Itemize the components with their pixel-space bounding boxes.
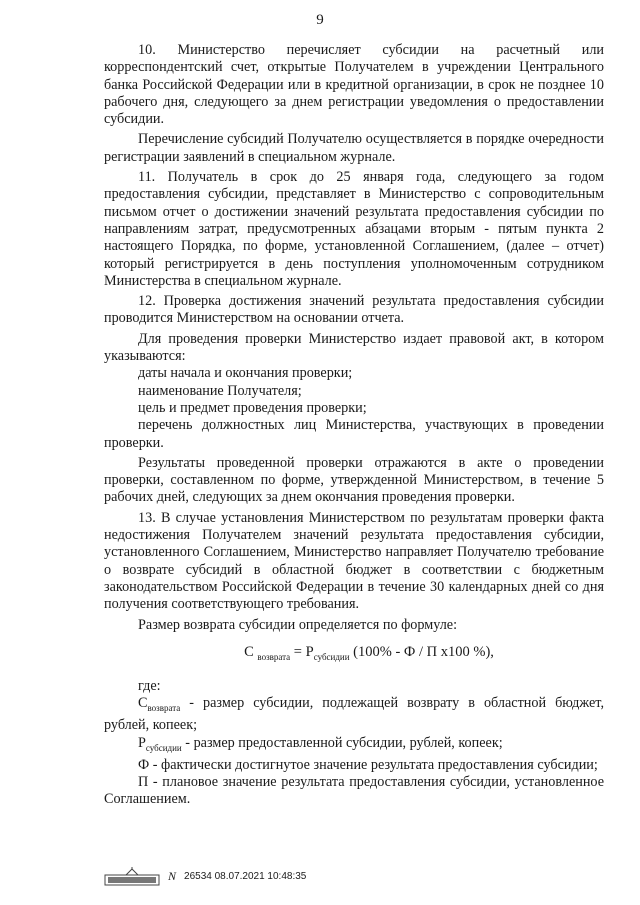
list-item-dates: даты начала и окончания проверки; xyxy=(138,365,353,382)
formula-c-sub: возврата xyxy=(257,651,291,662)
paragraph-inspection-results: Результаты проведенной проверки отражаются в акте о проведении проверки, составленном по форме, утвержденной Министерством, в течение 5 рабочих дней, следующих за днем окончания проведения проверки. xyxy=(104,454,604,506)
list-item-recipient: наименование Получателя; xyxy=(138,382,302,399)
paragraph-formula-intro: Размер возврата субсидии определяется по формуле: xyxy=(138,616,458,633)
def-p-text: - размер предоставленной субсидии, рублей, копеек; xyxy=(185,734,503,751)
definition-f: Ф - фактически достигнутое значение результата предоставления субсидии; xyxy=(138,756,598,773)
paragraph-12: 12. Проверка достижения значений результата предоставления субсидии проводится Министерством на основании отчета. xyxy=(104,293,604,327)
def-c-text: - размер субсидии, подлежащей возврату в областной бюджет, рублей, копеек; xyxy=(104,695,604,734)
definition-p xyxy=(104,735,604,757)
formula-p: Р xyxy=(305,643,314,660)
registration-symbol: N xyxy=(168,868,177,883)
return-formula xyxy=(134,644,604,666)
page-number: 9 xyxy=(316,12,324,28)
document-body xyxy=(104,42,604,809)
def-c-letter: С xyxy=(138,695,148,712)
paragraph-13: 13. В случае установления Министерством по результатам проверки факта недостижения Получателем значений результата предоставления субсидии, установленного Соглашением, Министерство направляет Получателю требование о возврате субсидий в областной бюджет в соответствии с бюджетным законодательством Российской Федерации в течение 30 календарных дней со дня получения соответствующего требования. xyxy=(104,509,604,613)
definition-n: П - плановое значение результата предоставления субсидии, установленное Соглашением. xyxy=(104,774,604,808)
paragraph-11: 11. Получатель в срок до 25 января года, следующего за годом предоставления субсидии, представляет в Министерство с сопроводительным письмом отчет о достижении значений результата предоставления субсидии по направлениям затрат, предусмотренных абзацами вторым - пятым пункта 2 настоящего Порядка, по форме, установленной Соглашением, (далее – отчет) который регистрируется в день поступления уполномоченным сотрудником Министерства в специальном журнале. xyxy=(104,169,604,289)
paragraph-legal-act: Для проведения проверки Министерство издает правовой акт, в котором указываются: xyxy=(104,330,604,365)
registry-stamp-icon xyxy=(104,866,160,886)
formula-expression: (100% - Ф / П х100 %), xyxy=(353,643,494,660)
paragraph-10: 10. Министерство перечисляет субсидии на расчетный или корреспондентский счет, открытые Получателем в учреждении Центрального банка Российской Федерации или в кредитной организации, в срок не позднее 10 рабочего дня, следующего за днем регистрации уведомления о предоставлении субсидии. xyxy=(104,42,604,128)
registration-text: 26534 08.07.2021 10:48:35 xyxy=(184,870,307,882)
def-p-letter: Р xyxy=(138,734,146,751)
formula-c: С xyxy=(244,643,254,660)
paragraph-transfer-order: Перечисление субсидий Получателю осуществляется в порядке очередности регистрации заявлений в специальном журнале. xyxy=(104,131,604,165)
formula-equals: = xyxy=(293,643,302,660)
where-label: где: xyxy=(138,677,161,694)
definition-c xyxy=(104,695,604,734)
list-item-officials: перечень должностных лиц Министерства, участвующих в проведении проверки. xyxy=(104,417,604,451)
def-c-sub: возврата xyxy=(147,703,181,714)
def-p-sub: субсидии xyxy=(145,742,182,753)
formula-p-sub: субсидии xyxy=(313,651,350,662)
list-item-purpose: цель и предмет проведения проверки; xyxy=(138,399,367,416)
registration-footer xyxy=(104,866,306,886)
